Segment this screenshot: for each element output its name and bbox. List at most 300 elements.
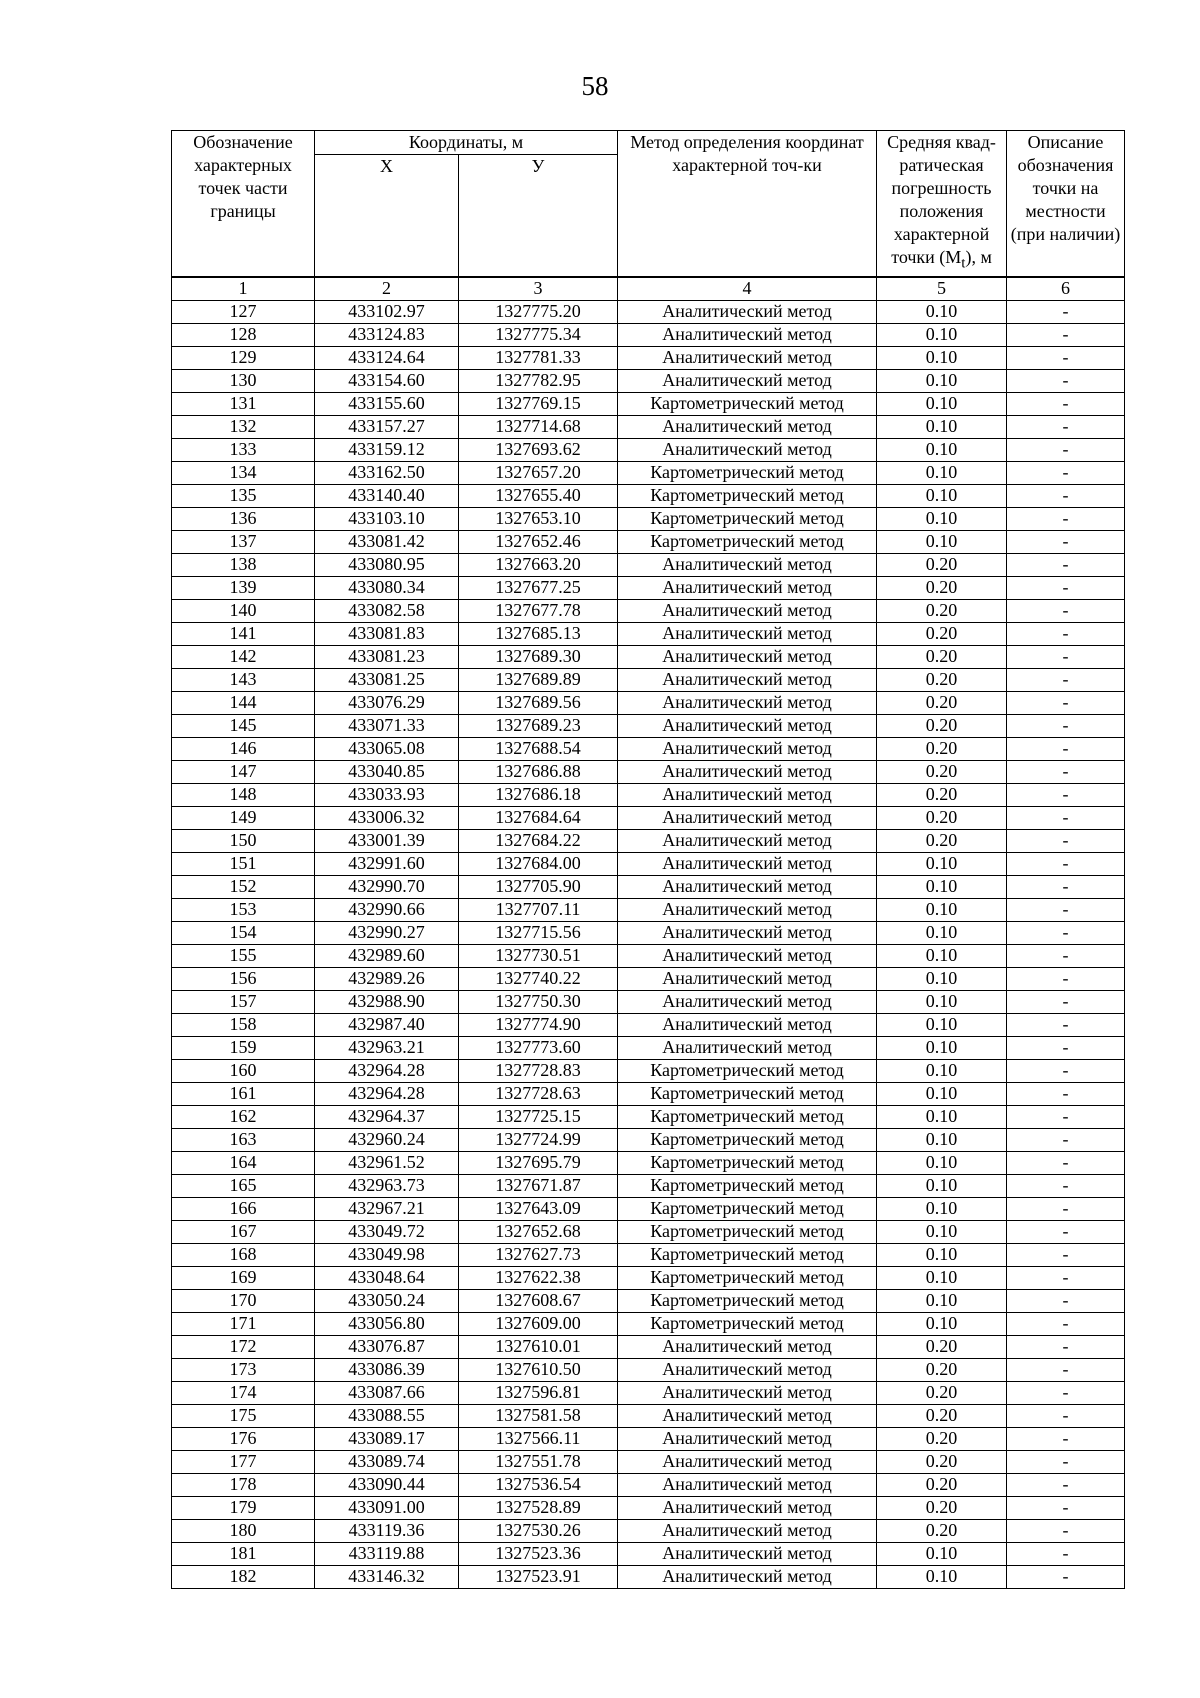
error-value-cell: 0.10 bbox=[877, 1220, 1007, 1243]
method-cell: Аналитический метод bbox=[618, 1542, 877, 1565]
description-cell: - bbox=[1007, 1128, 1125, 1151]
method-cell: Аналитический метод bbox=[618, 369, 877, 392]
description-cell: - bbox=[1007, 392, 1125, 415]
point-number-cell: 144 bbox=[172, 691, 315, 714]
point-number-cell: 161 bbox=[172, 1082, 315, 1105]
x-coordinate-cell: 432987.40 bbox=[315, 1013, 459, 1036]
table-row bbox=[172, 875, 1125, 898]
table-row bbox=[172, 898, 1125, 921]
point-number-cell: 174 bbox=[172, 1381, 315, 1404]
point-number-cell: 128 bbox=[172, 323, 315, 346]
column-number-cell: 6 bbox=[1007, 277, 1125, 301]
x-coordinate-cell: 433001.39 bbox=[315, 829, 459, 852]
y-coordinate-cell: 1327652.46 bbox=[459, 530, 618, 553]
y-coordinate-cell: 1327652.68 bbox=[459, 1220, 618, 1243]
x-coordinate-cell: 433119.88 bbox=[315, 1542, 459, 1565]
description-cell: - bbox=[1007, 1450, 1125, 1473]
x-coordinate-cell: 433076.87 bbox=[315, 1335, 459, 1358]
x-coordinate-cell: 433154.60 bbox=[315, 369, 459, 392]
description-cell: - bbox=[1007, 599, 1125, 622]
table-row bbox=[172, 1335, 1125, 1358]
header-description: Описание обозначения точки на местности (при наличии) bbox=[1007, 131, 1125, 277]
x-coordinate-cell: 433090.44 bbox=[315, 1473, 459, 1496]
table-row bbox=[172, 921, 1125, 944]
point-number-cell: 163 bbox=[172, 1128, 315, 1151]
table-row bbox=[172, 415, 1125, 438]
error-value-cell: 0.20 bbox=[877, 668, 1007, 691]
description-cell: - bbox=[1007, 898, 1125, 921]
point-number-cell: 154 bbox=[172, 921, 315, 944]
x-coordinate-cell: 433080.34 bbox=[315, 576, 459, 599]
table-row bbox=[172, 599, 1125, 622]
description-cell: - bbox=[1007, 1473, 1125, 1496]
table-row bbox=[172, 1151, 1125, 1174]
error-value-cell: 0.10 bbox=[877, 1266, 1007, 1289]
x-coordinate-cell: 433065.08 bbox=[315, 737, 459, 760]
error-value-cell: 0.20 bbox=[877, 806, 1007, 829]
description-cell: - bbox=[1007, 530, 1125, 553]
y-coordinate-cell: 1327610.50 bbox=[459, 1358, 618, 1381]
table-row bbox=[172, 1404, 1125, 1427]
y-coordinate-cell: 1327653.10 bbox=[459, 507, 618, 530]
y-coordinate-cell: 1327688.54 bbox=[459, 737, 618, 760]
x-coordinate-cell: 432963.21 bbox=[315, 1036, 459, 1059]
method-cell: Картометрический метод bbox=[618, 1128, 877, 1151]
x-coordinate-cell: 432960.24 bbox=[315, 1128, 459, 1151]
error-value-cell: 0.10 bbox=[877, 484, 1007, 507]
method-cell: Аналитический метод bbox=[618, 1427, 877, 1450]
method-cell: Картометрический метод bbox=[618, 1197, 877, 1220]
point-number-cell: 173 bbox=[172, 1358, 315, 1381]
table-row bbox=[172, 1289, 1125, 1312]
error-value-cell: 0.10 bbox=[877, 1542, 1007, 1565]
description-cell: - bbox=[1007, 1427, 1125, 1450]
table-row bbox=[172, 346, 1125, 369]
method-cell: Картометрический метод bbox=[618, 1289, 877, 1312]
header-x: Х bbox=[315, 155, 459, 277]
method-cell: Аналитический метод bbox=[618, 714, 877, 737]
x-coordinate-cell: 433157.27 bbox=[315, 415, 459, 438]
point-number-cell: 166 bbox=[172, 1197, 315, 1220]
y-coordinate-cell: 1327714.68 bbox=[459, 415, 618, 438]
error-value-cell: 0.20 bbox=[877, 1404, 1007, 1427]
error-value-cell: 0.10 bbox=[877, 392, 1007, 415]
table-row bbox=[172, 507, 1125, 530]
description-cell: - bbox=[1007, 967, 1125, 990]
method-cell: Картометрический метод bbox=[618, 530, 877, 553]
description-cell: - bbox=[1007, 1404, 1125, 1427]
table-row bbox=[172, 783, 1125, 806]
table-row bbox=[172, 1174, 1125, 1197]
method-cell: Аналитический метод bbox=[618, 806, 877, 829]
method-cell: Аналитический метод bbox=[618, 737, 877, 760]
error-value-cell: 0.20 bbox=[877, 829, 1007, 852]
table-row bbox=[172, 760, 1125, 783]
description-cell: - bbox=[1007, 1105, 1125, 1128]
description-cell: - bbox=[1007, 921, 1125, 944]
description-cell: - bbox=[1007, 622, 1125, 645]
description-cell: - bbox=[1007, 1174, 1125, 1197]
x-coordinate-cell: 433124.64 bbox=[315, 346, 459, 369]
table-row bbox=[172, 1220, 1125, 1243]
description-cell: - bbox=[1007, 461, 1125, 484]
table-row bbox=[172, 530, 1125, 553]
point-number-cell: 169 bbox=[172, 1266, 315, 1289]
error-value-cell: 0.10 bbox=[877, 875, 1007, 898]
y-coordinate-cell: 1327655.40 bbox=[459, 484, 618, 507]
description-cell: - bbox=[1007, 323, 1125, 346]
y-coordinate-cell: 1327750.30 bbox=[459, 990, 618, 1013]
y-coordinate-cell: 1327730.51 bbox=[459, 944, 618, 967]
x-coordinate-cell: 433081.42 bbox=[315, 530, 459, 553]
x-coordinate-cell: 432967.21 bbox=[315, 1197, 459, 1220]
header-method: Метод определения координат характерной точ-ки bbox=[618, 131, 877, 277]
error-value-cell: 0.10 bbox=[877, 1105, 1007, 1128]
point-number-cell: 137 bbox=[172, 530, 315, 553]
error-value-cell: 0.20 bbox=[877, 1358, 1007, 1381]
point-number-cell: 133 bbox=[172, 438, 315, 461]
description-cell: - bbox=[1007, 691, 1125, 714]
y-coordinate-cell: 1327608.67 bbox=[459, 1289, 618, 1312]
y-coordinate-cell: 1327686.88 bbox=[459, 760, 618, 783]
error-value-cell: 0.10 bbox=[877, 438, 1007, 461]
y-coordinate-cell: 1327536.54 bbox=[459, 1473, 618, 1496]
table-row bbox=[172, 967, 1125, 990]
method-cell: Аналитический метод bbox=[618, 622, 877, 645]
point-number-cell: 170 bbox=[172, 1289, 315, 1312]
method-cell: Картометрический метод bbox=[618, 1220, 877, 1243]
description-cell: - bbox=[1007, 990, 1125, 1013]
x-coordinate-cell: 433040.85 bbox=[315, 760, 459, 783]
y-coordinate-cell: 1327596.81 bbox=[459, 1381, 618, 1404]
method-cell: Картометрический метод bbox=[618, 1082, 877, 1105]
table-row bbox=[172, 300, 1125, 323]
point-number-cell: 134 bbox=[172, 461, 315, 484]
x-coordinate-cell: 432989.26 bbox=[315, 967, 459, 990]
method-cell: Аналитический метод bbox=[618, 1496, 877, 1519]
method-cell: Картометрический метод bbox=[618, 1174, 877, 1197]
method-cell: Картометрический метод bbox=[618, 392, 877, 415]
method-cell: Картометрический метод bbox=[618, 461, 877, 484]
x-coordinate-cell: 433103.10 bbox=[315, 507, 459, 530]
error-value-cell: 0.10 bbox=[877, 944, 1007, 967]
x-coordinate-cell: 433091.00 bbox=[315, 1496, 459, 1519]
x-coordinate-cell: 433076.29 bbox=[315, 691, 459, 714]
error-value-cell: 0.20 bbox=[877, 645, 1007, 668]
point-number-cell: 152 bbox=[172, 875, 315, 898]
error-value-cell: 0.20 bbox=[877, 1519, 1007, 1542]
point-number-cell: 157 bbox=[172, 990, 315, 1013]
point-number-cell: 146 bbox=[172, 737, 315, 760]
table-row bbox=[172, 852, 1125, 875]
y-coordinate-cell: 1327627.73 bbox=[459, 1243, 618, 1266]
x-coordinate-cell: 432990.66 bbox=[315, 898, 459, 921]
description-cell: - bbox=[1007, 1036, 1125, 1059]
column-number-cell: 2 bbox=[315, 277, 459, 301]
column-number-row bbox=[172, 277, 1125, 301]
y-coordinate-cell: 1327689.56 bbox=[459, 691, 618, 714]
x-coordinate-cell: 433089.17 bbox=[315, 1427, 459, 1450]
table-row bbox=[172, 645, 1125, 668]
x-coordinate-cell: 433049.72 bbox=[315, 1220, 459, 1243]
y-coordinate-cell: 1327685.13 bbox=[459, 622, 618, 645]
y-coordinate-cell: 1327775.34 bbox=[459, 323, 618, 346]
header-mean-square-error: Средняя квад-ратическая погрешность положения характерной точки $(M_t)$, м bbox=[877, 131, 1007, 277]
error-value-cell: 0.10 bbox=[877, 1312, 1007, 1335]
x-coordinate-cell: 433162.50 bbox=[315, 461, 459, 484]
x-coordinate-cell: 433056.80 bbox=[315, 1312, 459, 1335]
error-value-cell: 0.20 bbox=[877, 1427, 1007, 1450]
method-cell: Аналитический метод bbox=[618, 645, 877, 668]
error-value-cell: 0.20 bbox=[877, 714, 1007, 737]
point-number-cell: 181 bbox=[172, 1542, 315, 1565]
method-cell: Картометрический метод bbox=[618, 1105, 877, 1128]
y-coordinate-cell: 1327707.11 bbox=[459, 898, 618, 921]
error-value-cell: 0.10 bbox=[877, 1174, 1007, 1197]
description-cell: - bbox=[1007, 1243, 1125, 1266]
table-row bbox=[172, 1013, 1125, 1036]
point-number-cell: 138 bbox=[172, 553, 315, 576]
x-coordinate-cell: 432964.28 bbox=[315, 1082, 459, 1105]
y-coordinate-cell: 1327684.22 bbox=[459, 829, 618, 852]
point-number-cell: 139 bbox=[172, 576, 315, 599]
x-coordinate-cell: 433033.93 bbox=[315, 783, 459, 806]
table-row bbox=[172, 1082, 1125, 1105]
point-number-cell: 180 bbox=[172, 1519, 315, 1542]
method-cell: Аналитический метод bbox=[618, 760, 877, 783]
x-coordinate-cell: 432964.37 bbox=[315, 1105, 459, 1128]
header-point-designation: Обозначение характерных точек части границы bbox=[172, 131, 315, 277]
table-row bbox=[172, 829, 1125, 852]
x-coordinate-cell: 433102.97 bbox=[315, 300, 459, 323]
y-coordinate-cell: 1327677.78 bbox=[459, 599, 618, 622]
method-cell: Картометрический метод bbox=[618, 1266, 877, 1289]
table-row bbox=[172, 1266, 1125, 1289]
error-value-cell: 0.10 bbox=[877, 898, 1007, 921]
point-number-cell: 150 bbox=[172, 829, 315, 852]
table-row bbox=[172, 1496, 1125, 1519]
point-number-cell: 182 bbox=[172, 1565, 315, 1588]
method-cell: Аналитический метод bbox=[618, 323, 877, 346]
y-coordinate-cell: 1327775.20 bbox=[459, 300, 618, 323]
description-cell: - bbox=[1007, 1266, 1125, 1289]
x-coordinate-cell: 432989.60 bbox=[315, 944, 459, 967]
method-cell: Аналитический метод bbox=[618, 1404, 877, 1427]
y-coordinate-cell: 1327695.79 bbox=[459, 1151, 618, 1174]
x-coordinate-cell: 433140.40 bbox=[315, 484, 459, 507]
description-cell: - bbox=[1007, 783, 1125, 806]
y-coordinate-cell: 1327663.20 bbox=[459, 553, 618, 576]
method-cell: Аналитический метод bbox=[618, 990, 877, 1013]
error-value-cell: 0.10 bbox=[877, 921, 1007, 944]
error-value-cell: 0.10 bbox=[877, 530, 1007, 553]
y-coordinate-cell: 1327689.30 bbox=[459, 645, 618, 668]
error-value-cell: 0.10 bbox=[877, 1243, 1007, 1266]
y-coordinate-cell: 1327581.58 bbox=[459, 1404, 618, 1427]
y-coordinate-cell: 1327530.26 bbox=[459, 1519, 618, 1542]
method-cell: Аналитический метод bbox=[618, 1358, 877, 1381]
method-cell: Аналитический метод bbox=[618, 346, 877, 369]
x-coordinate-cell: 433071.33 bbox=[315, 714, 459, 737]
description-cell: - bbox=[1007, 875, 1125, 898]
table-row bbox=[172, 1128, 1125, 1151]
y-coordinate-cell: 1327684.64 bbox=[459, 806, 618, 829]
point-number-cell: 130 bbox=[172, 369, 315, 392]
method-cell: Аналитический метод bbox=[618, 783, 877, 806]
table-row bbox=[172, 737, 1125, 760]
point-number-cell: 155 bbox=[172, 944, 315, 967]
x-coordinate-cell: 433089.74 bbox=[315, 1450, 459, 1473]
description-cell: - bbox=[1007, 1496, 1125, 1519]
error-value-cell: 0.10 bbox=[877, 1565, 1007, 1588]
description-cell: - bbox=[1007, 714, 1125, 737]
point-number-cell: 171 bbox=[172, 1312, 315, 1335]
description-cell: - bbox=[1007, 760, 1125, 783]
point-number-cell: 175 bbox=[172, 1404, 315, 1427]
description-cell: - bbox=[1007, 1335, 1125, 1358]
header-y: У bbox=[459, 155, 618, 277]
y-coordinate-cell: 1327693.62 bbox=[459, 438, 618, 461]
y-coordinate-cell: 1327523.91 bbox=[459, 1565, 618, 1588]
table-row bbox=[172, 1427, 1125, 1450]
table-row bbox=[172, 1473, 1125, 1496]
description-cell: - bbox=[1007, 852, 1125, 875]
error-value-cell: 0.20 bbox=[877, 1335, 1007, 1358]
table-row bbox=[172, 1312, 1125, 1335]
error-value-cell: 0.10 bbox=[877, 1197, 1007, 1220]
table-row bbox=[172, 484, 1125, 507]
method-cell: Аналитический метод bbox=[618, 1565, 877, 1588]
x-coordinate-cell: 432990.70 bbox=[315, 875, 459, 898]
error-value-cell: 0.20 bbox=[877, 760, 1007, 783]
column-number-cell: 5 bbox=[877, 277, 1007, 301]
table-row bbox=[172, 323, 1125, 346]
y-coordinate-cell: 1327728.63 bbox=[459, 1082, 618, 1105]
point-number-cell: 135 bbox=[172, 484, 315, 507]
y-coordinate-cell: 1327782.95 bbox=[459, 369, 618, 392]
error-value-cell: 0.20 bbox=[877, 1473, 1007, 1496]
method-cell: Аналитический метод bbox=[618, 415, 877, 438]
x-coordinate-cell: 433086.39 bbox=[315, 1358, 459, 1381]
point-number-cell: 153 bbox=[172, 898, 315, 921]
y-coordinate-cell: 1327657.20 bbox=[459, 461, 618, 484]
method-cell: Аналитический метод bbox=[618, 1381, 877, 1404]
x-coordinate-cell: 432990.27 bbox=[315, 921, 459, 944]
table-row bbox=[172, 1381, 1125, 1404]
y-coordinate-cell: 1327610.01 bbox=[459, 1335, 618, 1358]
point-number-cell: 162 bbox=[172, 1105, 315, 1128]
error-value-cell: 0.10 bbox=[877, 461, 1007, 484]
table-row bbox=[172, 1565, 1125, 1588]
x-coordinate-cell: 433088.55 bbox=[315, 1404, 459, 1427]
y-coordinate-cell: 1327728.83 bbox=[459, 1059, 618, 1082]
y-coordinate-cell: 1327724.99 bbox=[459, 1128, 618, 1151]
description-cell: - bbox=[1007, 415, 1125, 438]
description-cell: - bbox=[1007, 944, 1125, 967]
y-coordinate-cell: 1327740.22 bbox=[459, 967, 618, 990]
x-coordinate-cell: 433155.60 bbox=[315, 392, 459, 415]
point-number-cell: 156 bbox=[172, 967, 315, 990]
table-row bbox=[172, 1519, 1125, 1542]
description-cell: - bbox=[1007, 1519, 1125, 1542]
y-coordinate-cell: 1327523.36 bbox=[459, 1542, 618, 1565]
point-number-cell: 158 bbox=[172, 1013, 315, 1036]
table-row bbox=[172, 1358, 1125, 1381]
error-value-cell: 0.10 bbox=[877, 967, 1007, 990]
column-number-cell: 4 bbox=[618, 277, 877, 301]
point-number-cell: 147 bbox=[172, 760, 315, 783]
description-cell: - bbox=[1007, 806, 1125, 829]
description-cell: - bbox=[1007, 1220, 1125, 1243]
description-cell: - bbox=[1007, 1013, 1125, 1036]
method-cell: Аналитический метод bbox=[618, 1473, 877, 1496]
point-number-cell: 172 bbox=[172, 1335, 315, 1358]
x-coordinate-cell: 433049.98 bbox=[315, 1243, 459, 1266]
description-cell: - bbox=[1007, 645, 1125, 668]
method-cell: Аналитический метод bbox=[618, 898, 877, 921]
description-cell: - bbox=[1007, 369, 1125, 392]
point-number-cell: 141 bbox=[172, 622, 315, 645]
error-value-cell: 0.10 bbox=[877, 1082, 1007, 1105]
description-cell: - bbox=[1007, 1381, 1125, 1404]
y-coordinate-cell: 1327528.89 bbox=[459, 1496, 618, 1519]
method-cell: Картометрический метод bbox=[618, 1059, 877, 1082]
table-row bbox=[172, 1197, 1125, 1220]
y-coordinate-cell: 1327689.89 bbox=[459, 668, 618, 691]
y-coordinate-cell: 1327781.33 bbox=[459, 346, 618, 369]
x-coordinate-cell: 433087.66 bbox=[315, 1381, 459, 1404]
table-row bbox=[172, 369, 1125, 392]
point-number-cell: 165 bbox=[172, 1174, 315, 1197]
description-cell: - bbox=[1007, 1358, 1125, 1381]
point-number-cell: 167 bbox=[172, 1220, 315, 1243]
y-coordinate-cell: 1327715.56 bbox=[459, 921, 618, 944]
error-value-cell: 0.20 bbox=[877, 599, 1007, 622]
point-number-cell: 132 bbox=[172, 415, 315, 438]
point-number-cell: 177 bbox=[172, 1450, 315, 1473]
method-cell: Аналитический метод bbox=[618, 944, 877, 967]
description-cell: - bbox=[1007, 1082, 1125, 1105]
method-cell: Картометрический метод bbox=[618, 1312, 877, 1335]
method-cell: Аналитический метод bbox=[618, 1450, 877, 1473]
table-row bbox=[172, 1059, 1125, 1082]
error-value-cell: 0.10 bbox=[877, 1151, 1007, 1174]
point-number-cell: 136 bbox=[172, 507, 315, 530]
description-cell: - bbox=[1007, 553, 1125, 576]
method-cell: Аналитический метод bbox=[618, 829, 877, 852]
x-coordinate-cell: 432991.60 bbox=[315, 852, 459, 875]
x-coordinate-cell: 433080.95 bbox=[315, 553, 459, 576]
point-number-cell: 178 bbox=[172, 1473, 315, 1496]
column-number-cell: 3 bbox=[459, 277, 618, 301]
table-row bbox=[172, 944, 1125, 967]
point-number-cell: 151 bbox=[172, 852, 315, 875]
method-cell: Аналитический метод bbox=[618, 921, 877, 944]
table-row bbox=[172, 990, 1125, 1013]
error-value-cell: 0.10 bbox=[877, 852, 1007, 875]
method-cell: Аналитический метод bbox=[618, 875, 877, 898]
table-row bbox=[172, 576, 1125, 599]
table-row bbox=[172, 1243, 1125, 1266]
error-value-cell: 0.10 bbox=[877, 346, 1007, 369]
y-coordinate-cell: 1327684.00 bbox=[459, 852, 618, 875]
description-cell: - bbox=[1007, 1197, 1125, 1220]
error-value-cell: 0.20 bbox=[877, 1450, 1007, 1473]
y-coordinate-cell: 1327622.38 bbox=[459, 1266, 618, 1289]
x-coordinate-cell: 433081.23 bbox=[315, 645, 459, 668]
error-value-cell: 0.10 bbox=[877, 369, 1007, 392]
method-cell: Аналитический метод bbox=[618, 1013, 877, 1036]
